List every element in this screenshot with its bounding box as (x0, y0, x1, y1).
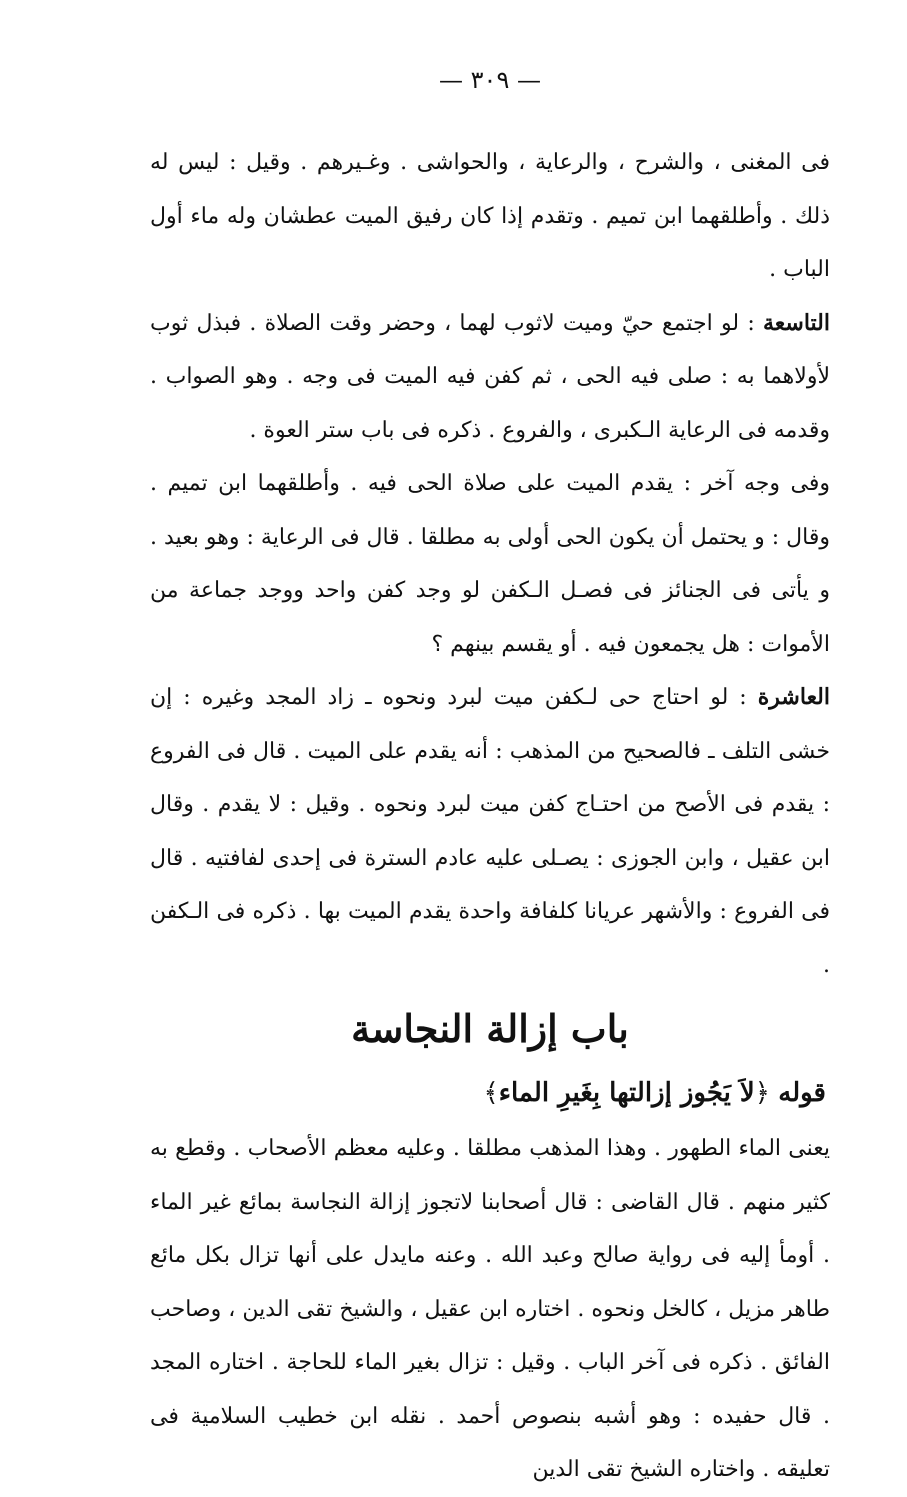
paragraph-5 (150, 1122, 830, 1497)
quote-open-bracket: ﴿ (754, 1078, 770, 1108)
quote-text: لاَ يَجُوز إزالتها بِغَيرِ الماء (498, 1078, 755, 1108)
paragraph-2-text: : لو اجتمع حيّ وميت لاثوب لهما ، وحضر وقت الصلاة . فبذل ثوب لأولاهما به : صلى فيه الحى ، ثم كفن فيه الميت فى وجه . وهو الصواب . وقدمه فى الرعاية الـكبرى ، والفروع . ذكره فى باب ستر العوة . (150, 310, 830, 443)
book-page (150, 60, 830, 1482)
quoted-phrase (150, 1064, 830, 1122)
paragraph-4-text: : لو احتاج حى لـكفن ميت لبرد ونحوه ـ زاد المجد وغيره : إن خشى التلف ـ فالصحيح من المذهب : أنه يقدم على الميت . قال فى الفروع : يقدم فى الأصح من احتـاج كفن ميت لبرد ونحوه . وقيل : لا يقدم . وقال ابن عقيل ، وابن الجوزى : يصـلى عليه عادم السترة فى إحدى لفافتيه . قال فى الفروع : والأشهر عريانا كلفافة واحدة يقدم الميت بها . ذكره فى الـكفن . (150, 685, 830, 978)
section-lead-tenth: العاشرة (757, 684, 830, 710)
paragraph-2 (150, 297, 830, 458)
paragraph-3-text: وفى وجه آخر : يقدم الميت على صلاة الحى فيه . وأطلقهما ابن تميم . وقال : و يحتمل أن يكون الحى أولى به مطلقا . قال فى الرعاية : وهو بعيد . و يأتى فى الجنائز فى فصـل الـكفن لو وجد كفن واحد ووجد جماعة من الأموات : هل يجمعون فيه . أو يقسم بينهم ؟ (150, 471, 830, 657)
page-number: — ٣٠٩ — (439, 66, 541, 94)
chapter-heading: باب إزالة النجاسة (351, 1006, 629, 1051)
paragraph-4 (150, 671, 830, 992)
paragraph-3 (150, 457, 830, 671)
paragraph-5-text: يعنى الماء الطهور . وهذا المذهب مطلقا . وعليه معظم الأصحاب . وقطع به كثير منهم . قال القاضى : قال أصحابنا لاتجوز إزالة النجاسة بمائع غير الماء . أومأ إليه فى رواية صالح وعبد الله . وعنه مايدل على أنها تزال بكل مائع طاهر مزيل ، كالخل ونحوه . اختاره ابن عقيل ، والشيخ تقى الدين ، وصاحب الفائق . ذكره فى آخر الباب . وقيل : تزال بغير الماء للحاجة . اختاره المجد . قال حفيده : وهو أشبه بنصوص أحمد . نقله ابن خطيب السلامية فى تعليقه . واختاره الشيخ تقى الدين (150, 1136, 830, 1482)
quote-close-bracket: ﴾ (483, 1078, 499, 1108)
paragraph-1 (150, 136, 830, 297)
paragraph-1-text: فى المغنى ، والشرح ، والرعاية ، والحواشى . وغـيرهم . وقيل : ليس له ذلك . وأطلقهما ابن تميم . وتقدم إذا كان رفيق الميت عطشان وله ماء أول الباب . (150, 150, 830, 282)
section-lead-ninth: التاسعة (763, 309, 830, 336)
quote-label: قوله (778, 1078, 826, 1108)
